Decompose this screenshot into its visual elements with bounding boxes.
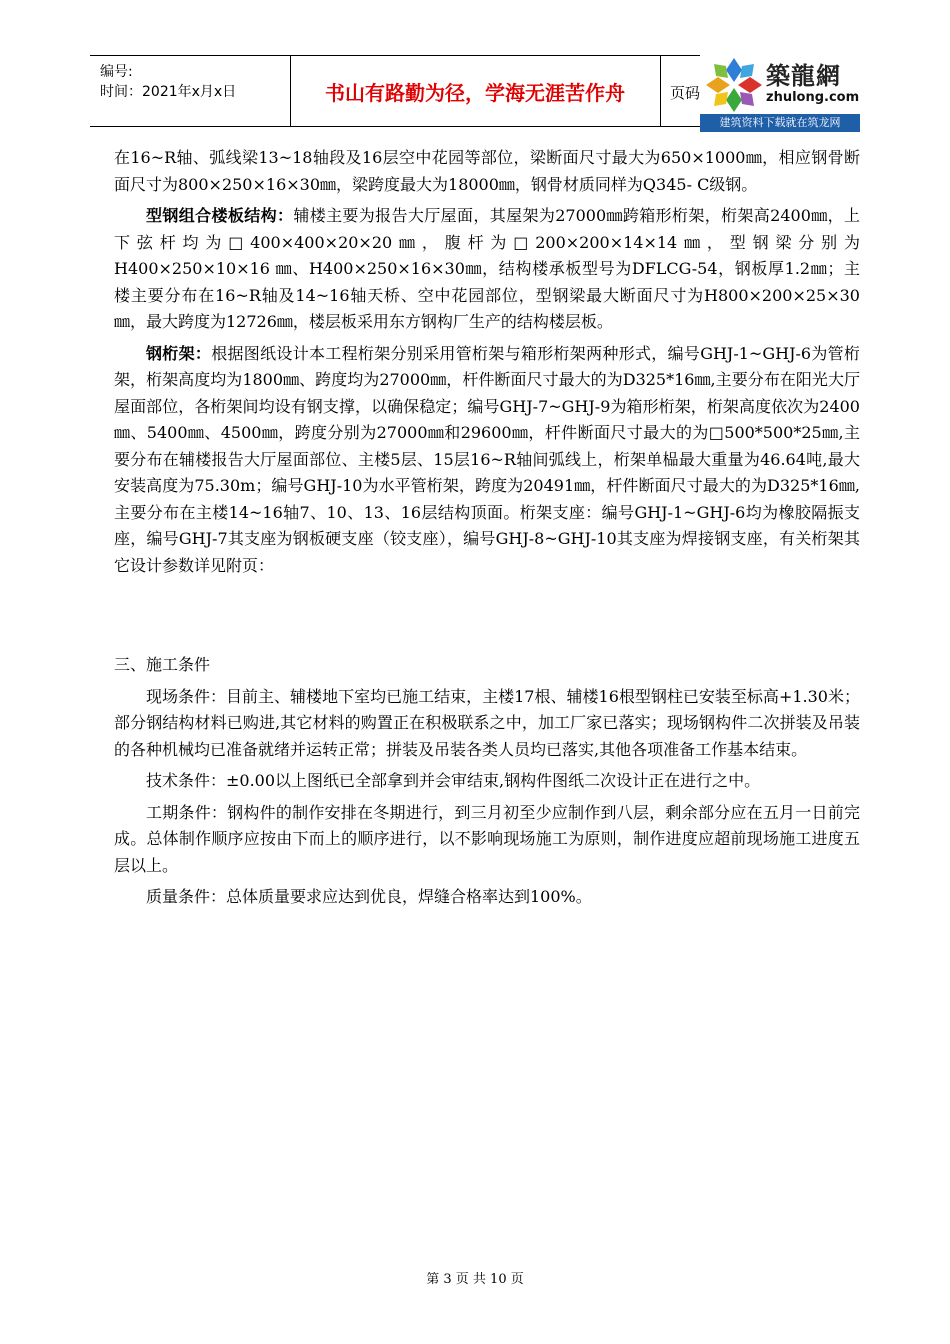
logo-chinese-name: 築龍網 [766, 61, 841, 90]
code-label: 编号: [100, 64, 133, 80]
paragraph-quality-conditions: 质量条件：总体质量要求应达到优良，焊缝合格率达到100%。 [146, 887, 592, 906]
paragraph-schedule-conditions: 工期条件：钢构件的制作安排在冬期进行，到三月初至少应制作到八层，剩余部分应在五月一日前完成。总体制作顺序应按由下而上的顺序进行，以不影响现场施工为原则，制作进度应超前现场施工进度五层以上。 [114, 802, 860, 875]
page-label: 页码 [670, 84, 701, 102]
logo-domain: zhulong.com [766, 90, 860, 105]
logo-tagline: 建筑资料下载就在筑龙网 [700, 114, 860, 132]
heading-composite-slab: 型钢组合楼板结构： [146, 206, 294, 225]
paragraph-steel-truss [114, 341, 860, 580]
document-body [114, 145, 860, 916]
spacer [114, 584, 860, 652]
text-steel-truss: 根据图纸设计本工程桁架分别采用管桁架与箱形桁架两种形式，编号GHJ-1~GHJ-6为管桁架，桁架高度均为1800㎜、跨度均为27000㎜，杆件断面尺寸最大的为D325*16㎜,主要分布在阳光大厅屋面部位，各桁架间均设有钢支撑，以确保稳定；编号GHJ-7~GHJ-9为箱形桁架，桁架高度依次为2400㎜、5400㎜、4500㎜，跨度分别为27000㎜和29600㎜，杆件断面尺寸最大的为□500*500*25㎜,主要分布在辅楼报告大厅屋面部位、主楼5层、15层16~R轴间弧线上，桁架单榀最大重量为46.64吨,最大安装高度为75.30m；编号GHJ-10为水平管桁架，跨度为20491㎜，杆件断面尺寸最大的为D325*16㎜,主要分布在主楼14~16轴7、10、13、16层结构顶面。桁架支座：编号GHJ-1~GHJ-6均为橡胶隔振支座，编号GHJ-7其支座为钢板硬支座（铰支座），编号GHJ-8~GHJ-10其支座为焊接钢支座，有关桁架其它设计参数详见附页： [114, 343, 860, 575]
header-meta [90, 56, 291, 126]
time-label: 时间：2021年x月x日 [100, 84, 237, 100]
section-title: 三、施工条件 [114, 655, 211, 674]
header-motto: 书山有路勤为径，学海无涯苦作舟 [290, 56, 661, 126]
heading-steel-truss: 钢桁架： [146, 343, 212, 363]
zhulong-logo[interactable] [700, 54, 860, 134]
paragraph-beam: 在16~R轴、弧线梁13~18轴段及16层空中花园等部位，梁断面尺寸最大为650×1000㎜，相应钢骨断面尺寸为800×250×16×30㎜，梁跨度最大为18000㎜，钢骨材质同样为Q345- C级钢。 [114, 148, 860, 194]
paragraph-composite-slab [114, 203, 860, 336]
snowflake-logo-icon [704, 56, 764, 114]
text-composite-slab: 辅楼主要为报告大厅屋面，其屋架为27000㎜跨箱形桁架，桁架高2400㎜，上下弦杆均为□400×400×20×20㎜，腹杆为□200×200×14×14㎜，型钢梁分别为H400×250×10×16 ㎜、H400×250×16×30㎜，结构楼承板型号为DFLCG-54，钢板厚1.2㎜；主楼主要分布在16~R轴及14~16轴天桥、空中花园部位，型钢梁最大断面尺寸为H800×200×25×30㎜，最大跨度为12726㎜，楼层板采用东方钢构厂生产的结构楼层板。 [114, 206, 860, 331]
page-footer: 第 3 页 共 10 页 [426, 1272, 524, 1287]
paragraph-technical-conditions: 技术条件：±0.00以上图纸已全部拿到并会审结束,钢构件图纸二次设计正在进行之中。 [146, 771, 761, 790]
paragraph-site-conditions: 现场条件：目前主、辅楼地下室均已施工结束，主楼17根、辅楼16根型钢柱已安装至标高+1.30米；部分钢结构材料已购进,其它材料的购置正在积极联系之中，加工厂家已落实；现场钢构件二次拼装及吊装的各种机械均已准备就绪并运转正常；拼装及吊装各类人员均已落实,其他各项准备工作基本结束。 [114, 686, 860, 759]
